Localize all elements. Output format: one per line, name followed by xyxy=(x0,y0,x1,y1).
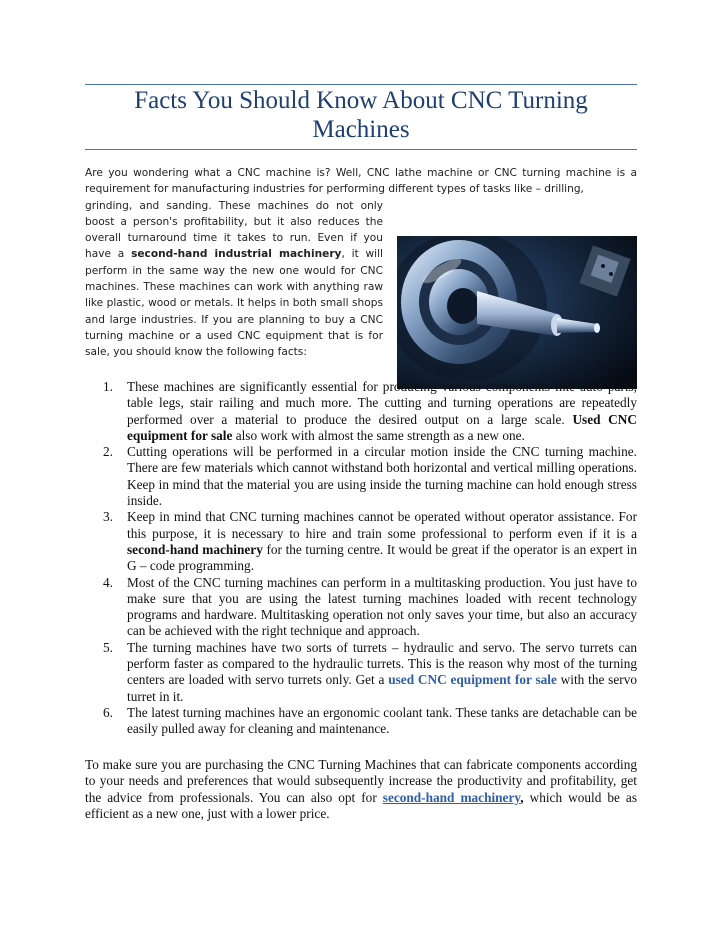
page-title: Facts You Should Know About CNC Turning Machines xyxy=(134,87,588,143)
intro-text-part2: , it will perform in the same way the new one would for CNC machines. These machines can work with anything raw like plastic, wood or metals. It helps in both small shops and large industries. If you are planning to buy a CNC turning machine or a used CNC equipment that is for sale, you should know the following facts: xyxy=(85,248,383,359)
list-number: 6. xyxy=(103,704,113,720)
list-item xyxy=(86,444,637,509)
list-number: 3. xyxy=(103,509,113,525)
closing-paragraph xyxy=(85,757,637,822)
list-number: 2. xyxy=(103,444,113,460)
title-top-rule xyxy=(85,84,637,85)
list-text-post: with the servo turret in it. xyxy=(127,672,637,704)
intro-wrapped-text xyxy=(85,198,383,361)
second-hand-machinery-link[interactable]: second-hand machinery xyxy=(382,789,521,805)
cnc-lathe-illustration xyxy=(397,236,637,389)
facts-list xyxy=(86,379,637,738)
title-bottom-rule xyxy=(85,149,637,150)
list-item xyxy=(86,379,637,444)
list-bold-term: Used CNC equipment for sale xyxy=(127,411,637,443)
intro-text-part1: grinding, and sanding. These machines do not only boost a person's profitability, but it also reduces the overall turnaround time it takes to run. Even if you have a xyxy=(85,199,383,261)
list-text-post: also work with almost the same strength as a new one. xyxy=(232,427,525,443)
closing-text: To make sure you are purchasing the CNC Turning Machines that can fabricate components according to your needs and preferences that would subsequently increase the productivity and profitability, get the advice from professionals. You can also opt for xyxy=(85,757,637,805)
used-cnc-equipment-link[interactable]: used CNC equipment for sale xyxy=(388,672,557,688)
closing-text-post: which would be as efficient as a new one, just with a lower price. xyxy=(85,789,637,821)
list-text: The turning machines have two sorts of turrets – hydraulic and servo. The servo turrets can perform faster as compared to the hydraulic turrets. This is the reason why most of the turning centers are loaded with servo turrets only. Get a xyxy=(127,639,637,688)
list-number: 5. xyxy=(103,639,113,655)
intro-lead: Are you wondering what a CNC machine is? Well, CNC lathe machine or CNC turning machine is a requirement for manufacturing industries for performing different types of tasks like – drilling, xyxy=(85,167,637,196)
list-item xyxy=(86,640,637,705)
list-bold-term: second-hand machinery xyxy=(127,541,263,557)
closing-comma: , xyxy=(520,789,524,805)
list-text: Keep in mind that CNC turning machines cannot be operated without operator assistance. For this purpose, it is necessary to hire and train some professional to perform even if it is a xyxy=(127,509,637,541)
cnc-machine-image xyxy=(397,236,637,389)
list-item xyxy=(86,575,637,640)
list-text: Cutting operations will be performed in a circular motion inside the CNC turning machine. There are few materials which cannot withstand both horizontal and vertical milling operations. Keep in mind that the material you are using inside the turning machine can hold enough stress inside. xyxy=(127,444,637,509)
list-text: Most of the CNC turning machines can perform in a multitasking production. You just have to make sure that you are using the latest turning machines loaded with recent technology programs and hardware. Multitasking operation not only saves your time, but also an accuracy can be achieved with the right technique and approach. xyxy=(127,574,637,639)
list-item xyxy=(86,509,637,574)
list-text: The latest turning machines have an ergonomic coolant tank. These tanks are detachable can be easily pulled away for cleaning and maintenance. xyxy=(127,704,637,737)
intro-paragraph xyxy=(85,165,637,389)
list-item xyxy=(86,705,637,738)
list-number: 1. xyxy=(103,379,113,394)
list-text-post: for the turning centre. It would be great if the operator is an expert in G – code programming. xyxy=(127,541,637,574)
list-number: 4. xyxy=(103,574,113,590)
intro-bold-term: second-hand industrial machinery xyxy=(131,248,342,261)
list-text: These machines are significantly essential for producing various components like auto parts, table legs, stair railing and much more. The cutting and turning operations are repeatedly performed over a material to produce the desired output on a large scale. xyxy=(127,379,637,427)
